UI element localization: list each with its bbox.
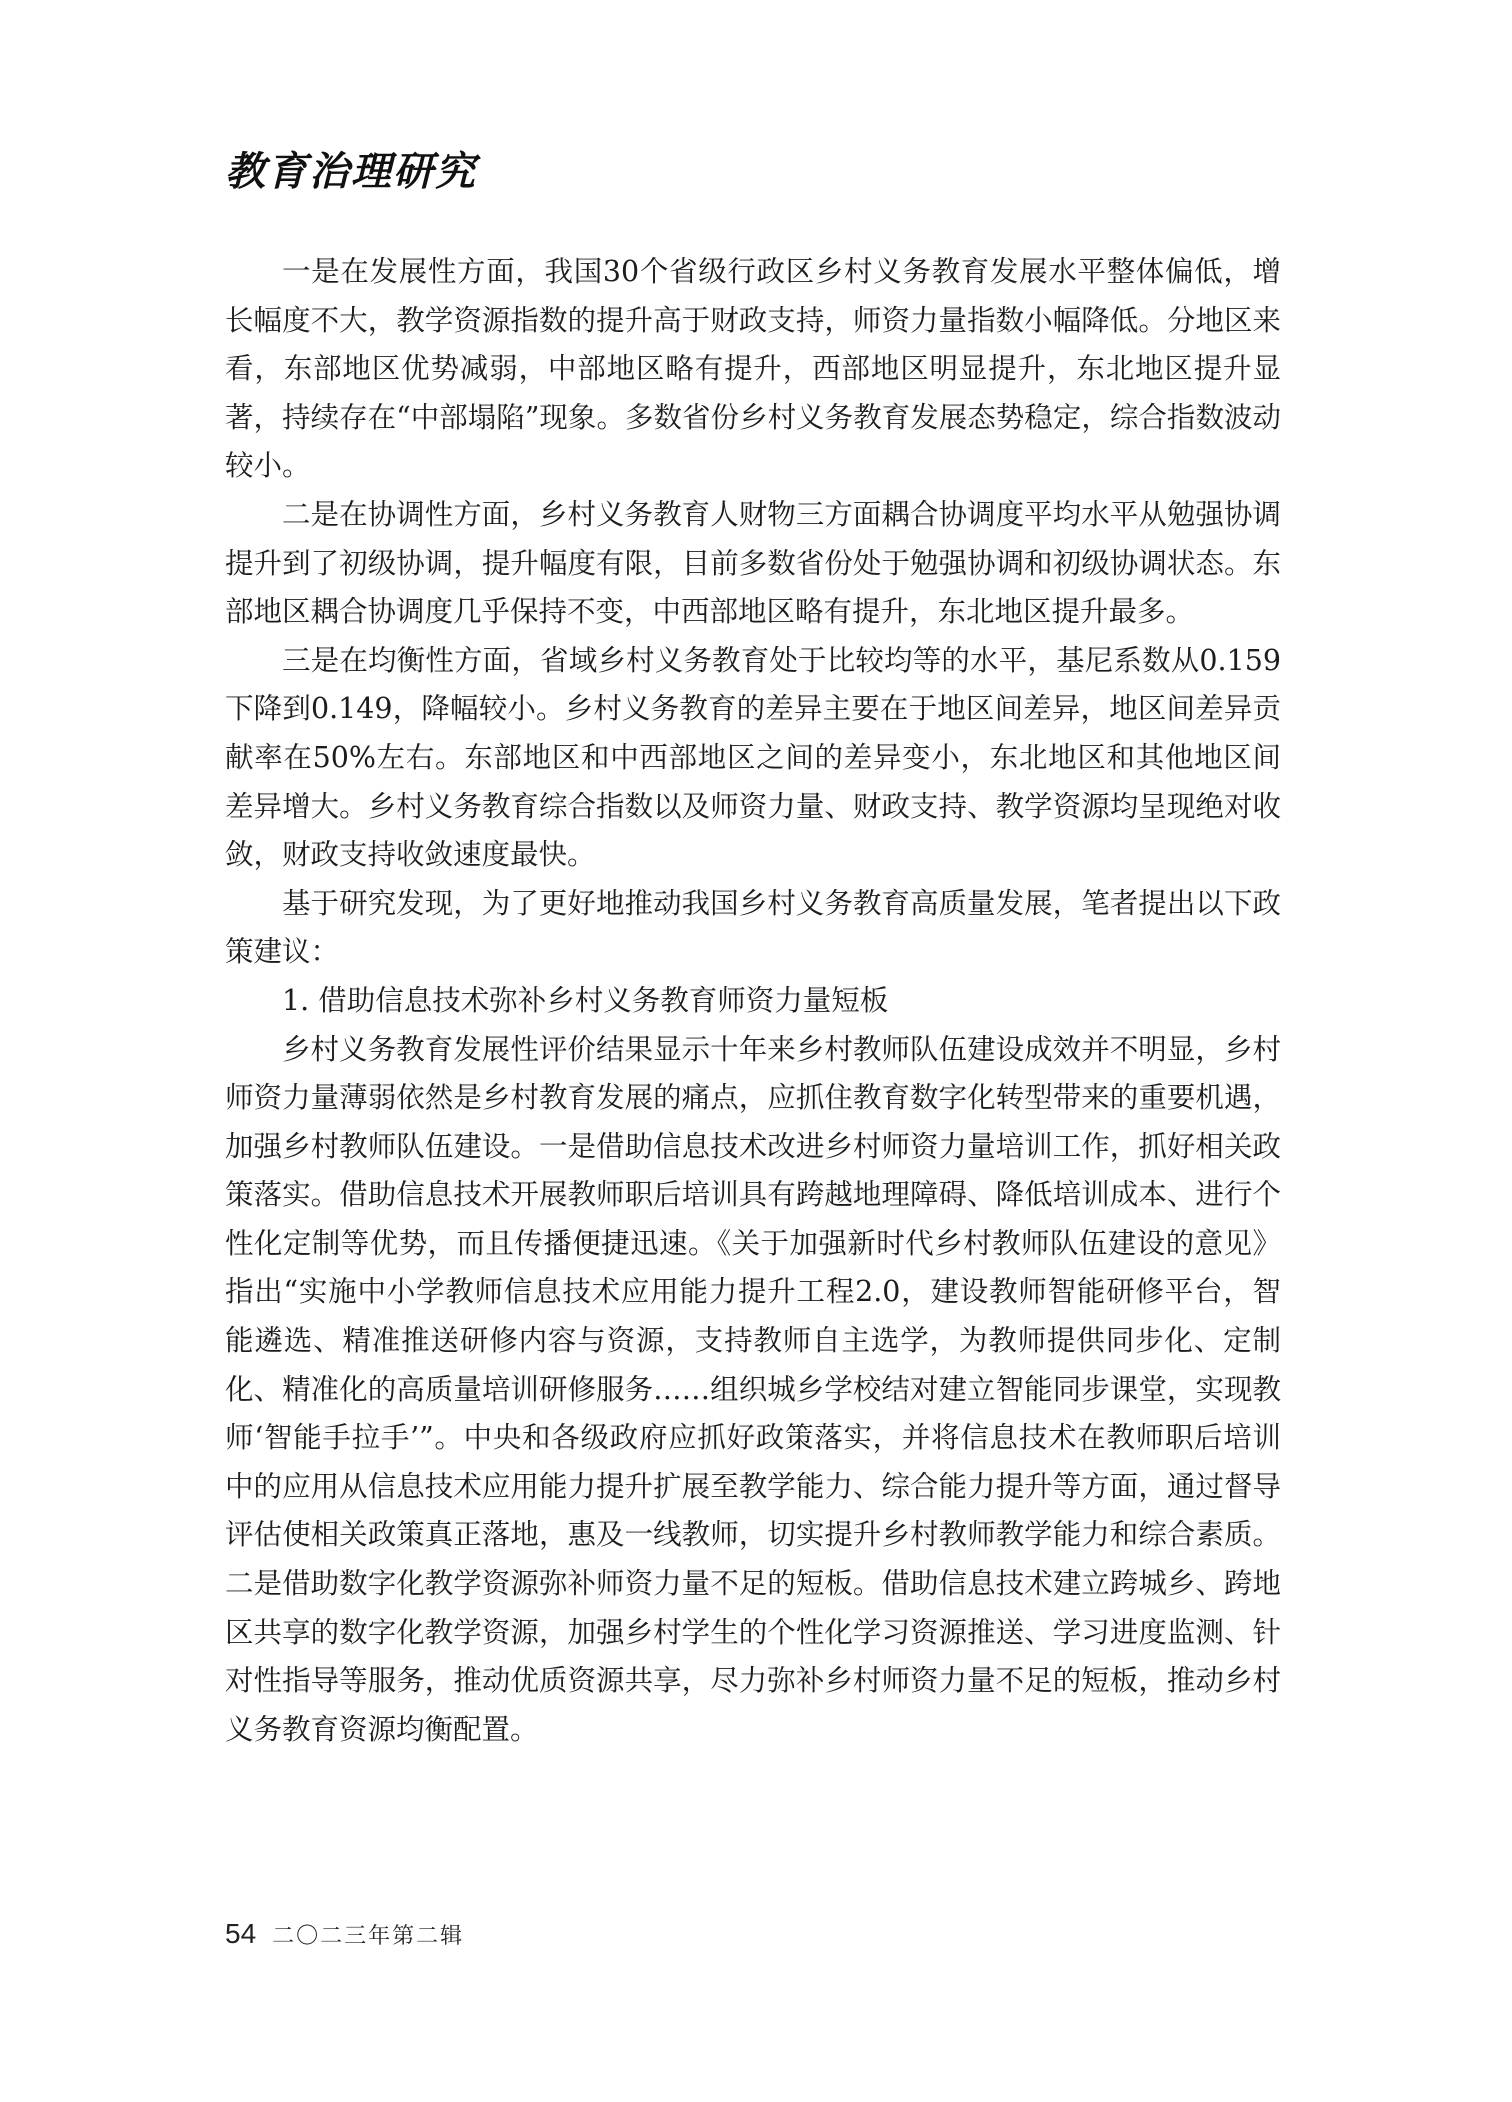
paragraph-balance: 三是在均衡性方面，省域乡村义务教育处于比较均等的水平，基尼系数从0.159下降到0.149，降幅较小。乡村义务教育的差异主要在于地区间差异，地区间差异贡献率在50%左右。东部地区和中西部地区之间的差异变小，东北地区和其他地区间差异增大。乡村义务教育综合指数以及师资力量、财政支持、教学资源均呈现绝对收敛，财政支持收敛速度最快。 <box>225 643 1281 872</box>
paragraph-coordination: 二是在协调性方面，乡村义务教育人财物三方面耦合协调度平均水平从勉强协调提升到了初级协调，提升幅度有限，目前多数省份处于勉强协调和初级协调状态。东部地区耦合协调度几乎保持不变，中西部地区略有提升，东北地区提升最多。 <box>225 497 1281 629</box>
issue-label: 二〇二三年第二辑 <box>272 1924 465 1949</box>
paragraph-teacher-technology: 乡村义务教育发展性评价结果显示十年来乡村教师队伍建设成效并不明显，乡村师资力量薄弱依然是乡村教育发展的痛点，应抓住教育数字化转型带来的重要机遇，加强乡村教师队伍建设。一是借助信息技术改进乡村师资力量培训工作，抓好相关政策落实。借助信息技术开展教师职后培训具有跨越地理障碍、降低培训成本、进行个性化定制等优势，而且传播便捷迅速。《关于加强新时代乡村教师队伍建设的意见》指出“实施中小学教师信息技术应用能力提升工程2.0，建设教师智能研修平台，智能遴选、精准推送研修内容与资源，支持教师自主选学，为教师提供同步化、定制化、精准化的高质量培训研修服务……组织城乡学校结对建立智能同步课堂，实现教师‘智能手拉手’”。中央和各级政府应抓好政策落实，并将信息技术在教师职后培训中的应用从信息技术应用能力提升扩展至教学能力、综合能力提升等方面，通过督导评估使相关政策真正落地，惠及一线教师，切实提升乡村教师教学能力和综合素质。二是借助数字化教学资源弥补师资力量不足的短板。借助信息技术建立跨城乡、跨地区共享的数字化教学资源，加强乡村学生的个性化学习资源推送、学习进度监测、针对性指导等服务，推动优质资源共享，尽力弥补乡村师资力量不足的短板，推动乡村义务教育资源均衡配置。 <box>225 1032 1281 1746</box>
article-body <box>225 248 1281 1754</box>
paragraph-policy-intro: 基于研究发现，为了更好地推动我国乡村义务教育高质量发展，笔者提出以下政策建议： <box>225 886 1281 969</box>
section-subheading: 1. 借助信息技术弥补乡村义务教育师资力量短板 <box>282 983 889 1017</box>
journal-title: 教育治理研究 <box>225 148 477 195</box>
page-number: 54 <box>225 1918 257 1949</box>
paragraph-development: 一是在发展性方面，我国30个省级行政区乡村义务教育发展水平整体偏低，增长幅度不大，教学资源指数的提升高于财政支持，师资力量指数小幅降低。分地区来看，东部地区优势减弱，中部地区略有提升，西部地区明显提升，东北地区提升显著，持续存在“中部塌陷”现象。多数省份乡村义务教育发展态势稳定，综合指数波动较小。 <box>225 255 1281 483</box>
page-footer <box>225 1918 464 1950</box>
